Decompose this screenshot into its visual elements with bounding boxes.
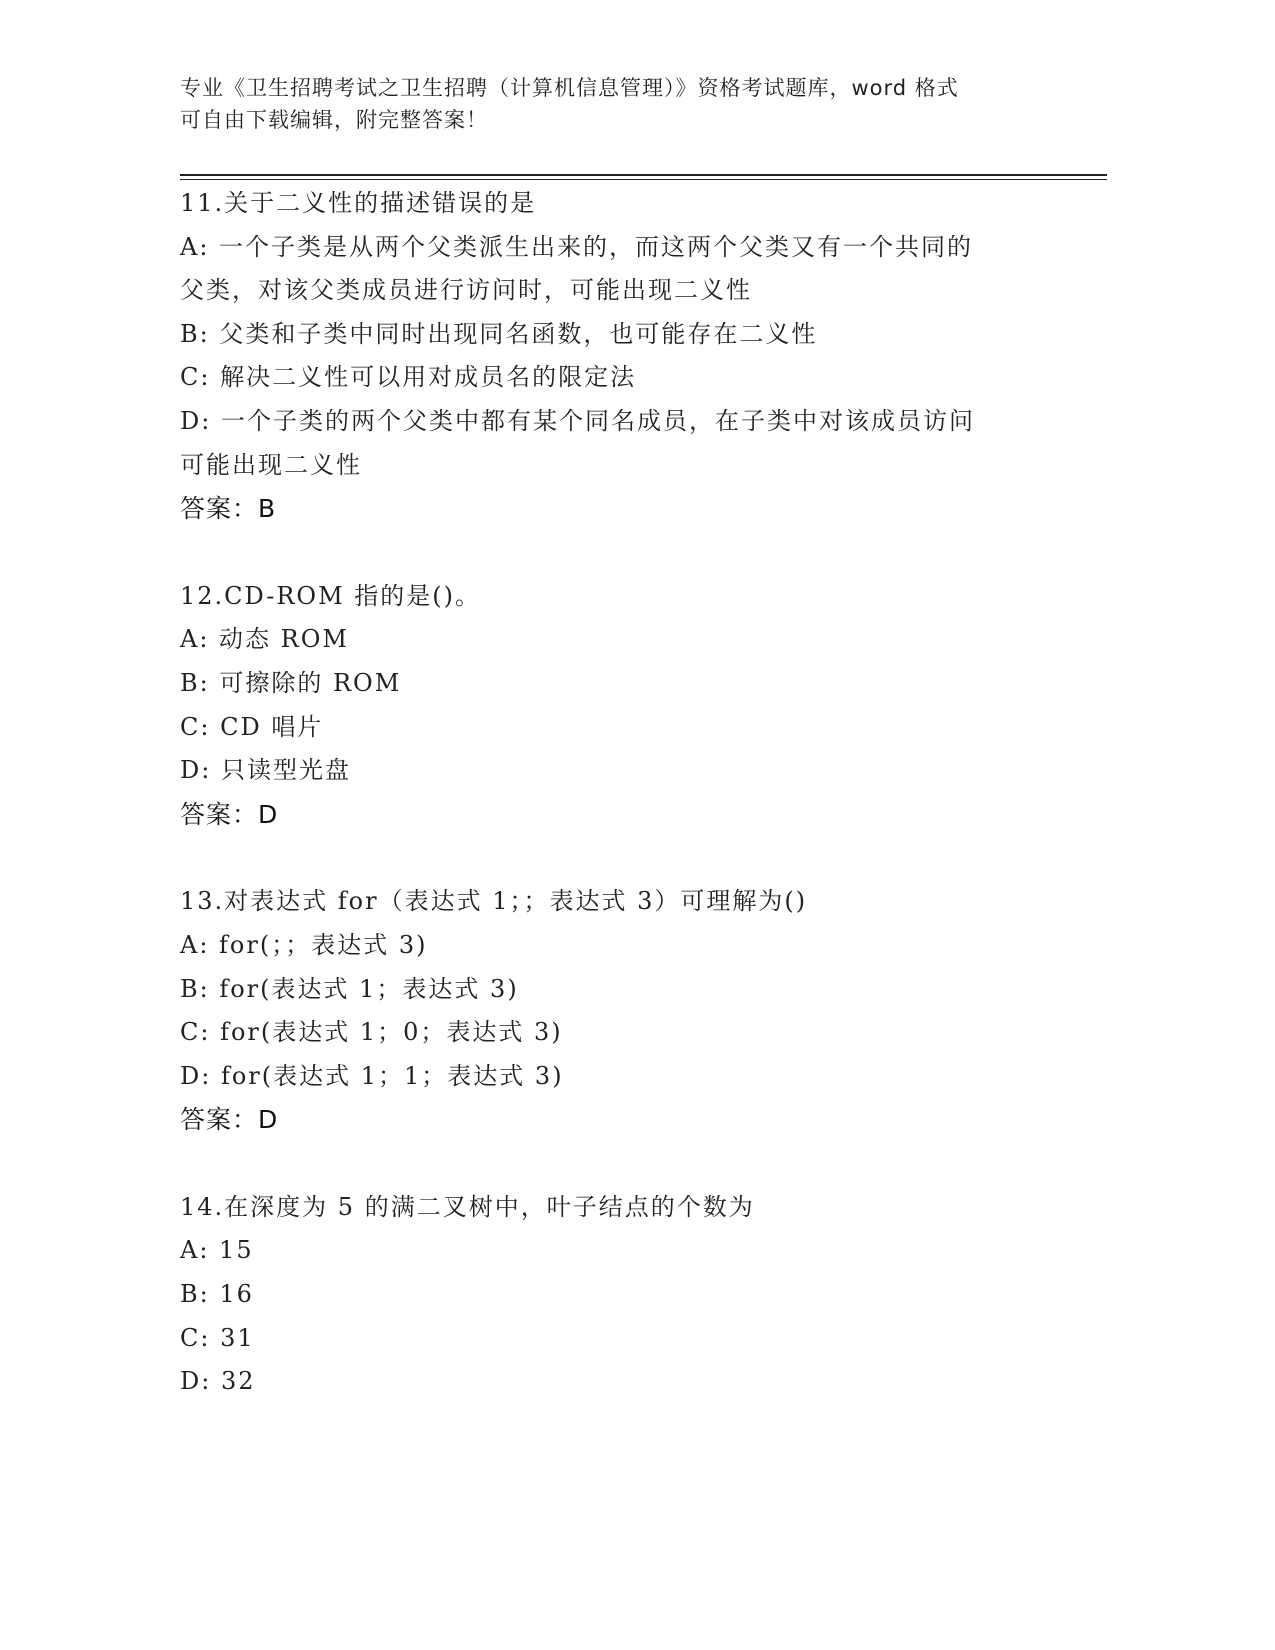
- header-divider-thick: [180, 174, 1107, 176]
- option-d-continued: 可能出现二义性: [180, 450, 362, 479]
- question-11: [180, 182, 1060, 531]
- question-stem: 14.在深度为 5 的满二叉树中，叶子结点的个数为: [180, 1192, 755, 1221]
- question-14: [180, 1186, 1060, 1404]
- option-a-continued: 父类，对该父类成员进行访问时，可能出现二义性: [180, 276, 752, 305]
- question-list: [180, 182, 1060, 1448]
- option-b: B: 可擦除的 ROM: [180, 668, 402, 697]
- option-a: A: 动态 ROM: [180, 625, 349, 654]
- document-header: [180, 72, 1060, 136]
- option-a: A: for(；；表达式 3): [180, 930, 428, 959]
- option-d: D: for(表达式 1；1；表达式 3): [180, 1061, 564, 1090]
- header-divider-thin: [180, 179, 1107, 180]
- question-13: [180, 880, 1060, 1142]
- question-stem: 13.对表达式 for（表达式 1；；表达式 3）可理解为(): [180, 887, 808, 916]
- answer: 答案：D: [180, 1105, 279, 1135]
- question-stem: 12.CD-ROM 指的是()。: [180, 581, 482, 610]
- option-c: C: 31: [180, 1323, 255, 1352]
- option-b: B: 16: [180, 1280, 254, 1309]
- option-a: A: 一个子类是从两个父类派生出来的，而这两个父类又有一个共同的: [180, 232, 974, 261]
- option-b: B: 父类和子类中同时出现同名函数，也可能存在二义性: [180, 319, 818, 348]
- option-d: D: 32: [180, 1367, 256, 1396]
- header-line-1: 专业《卫生招聘考试之卫生招聘（计算机信息管理）》资格考试题库，word 格式: [180, 76, 959, 100]
- option-c: C: CD 唱片: [180, 712, 324, 741]
- option-c: C: 解决二义性可以用对成员名的限定法: [180, 363, 637, 392]
- option-a: A: 15: [180, 1236, 254, 1265]
- answer: 答案：B: [180, 494, 277, 524]
- option-d: D: 一个子类的两个父类中都有某个同名成员，在子类中对该成员访问: [180, 406, 975, 435]
- option-d: D: 只读型光盘: [180, 756, 351, 785]
- answer: 答案：D: [180, 799, 279, 829]
- option-b: B: for(表达式 1；表达式 3): [180, 974, 519, 1003]
- question-stem: 11.关于二义性的描述错误的是: [180, 189, 537, 217]
- option-c: C: for(表达式 1；0；表达式 3): [180, 1018, 563, 1047]
- question-12: [180, 575, 1060, 837]
- header-line-2: 可自由下载编辑，附完整答案！: [180, 108, 488, 132]
